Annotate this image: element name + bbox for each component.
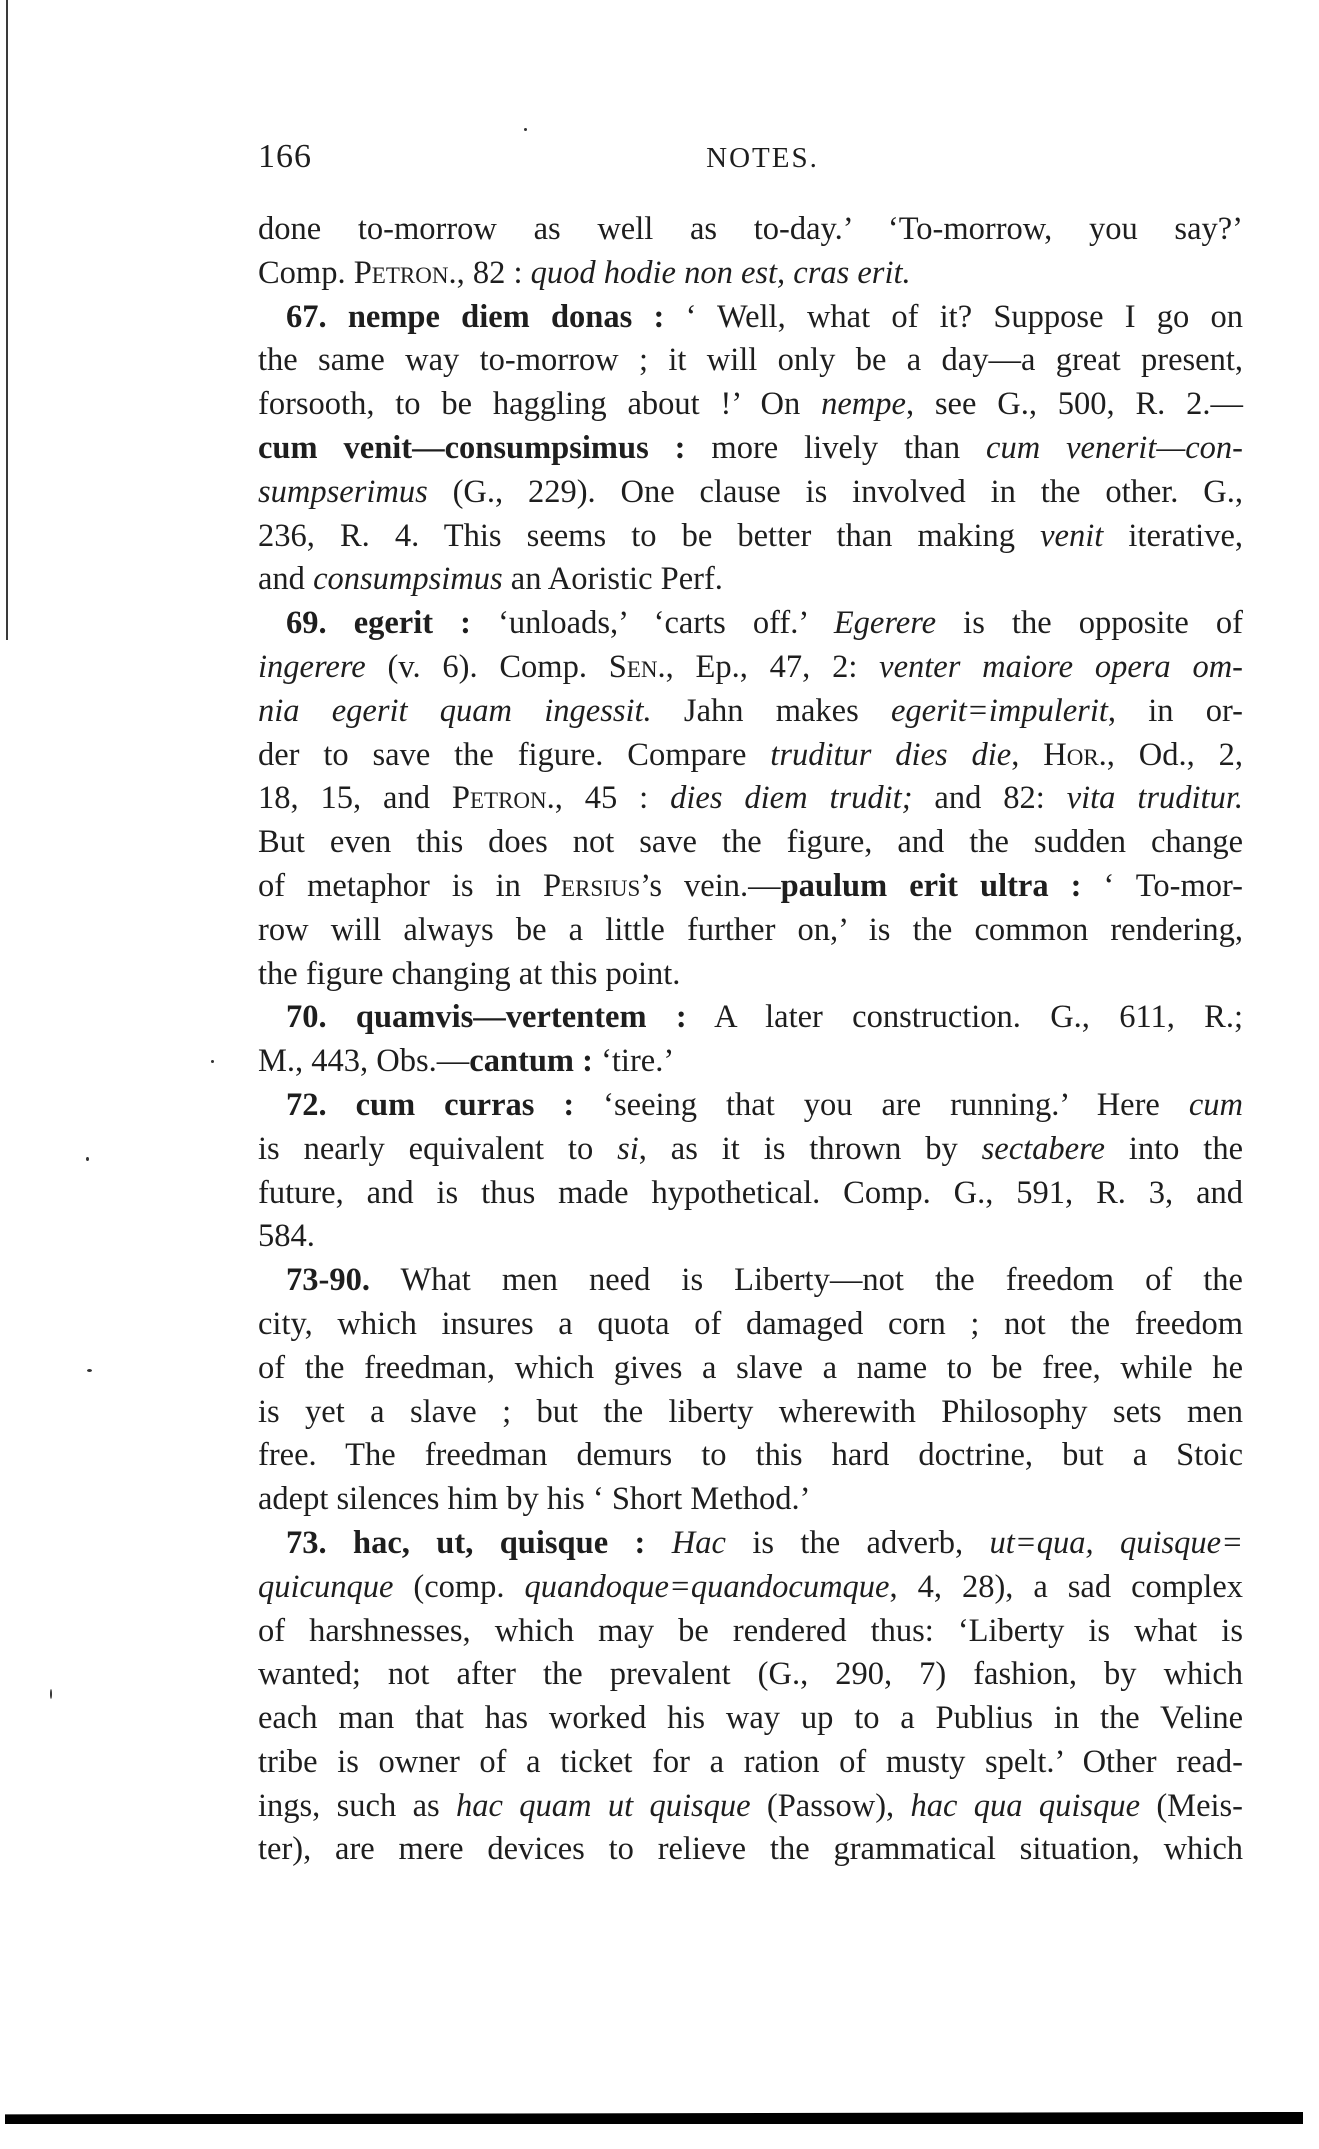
text-line: cum venit—consumpsimus : more lively than cum venerit—con-	[258, 429, 1244, 466]
note-73: 73. hac, ut, quisque : Hac is the adverb, ut=qua, quisque=	[286, 1524, 1244, 1561]
note-lemma: cum venit—consumpsimus :	[258, 429, 686, 466]
note-70: 70. quamvis—vertentem : A later construction. G., 611, R.;	[286, 999, 1244, 1036]
scan-margin-rule	[6, 0, 8, 640]
note-72: 72. cum curras : ‘seeing that you are running.’ Here cum	[286, 1086, 1243, 1123]
scan-speck	[87, 1369, 92, 1372]
text-line: forsooth, to be haggling about !’ On nempe, see G., 500, R. 2.—	[258, 386, 1244, 423]
text-line: of metaphor is in Persius’s vein.—paulum erit ultra : ‘ To-mor-	[258, 867, 1243, 904]
text-line: 18, 15, and Petron., 45 : dies diem trudit; and 82: vita truditur.	[258, 780, 1243, 817]
text-line: nia egerit quam ingessit. Jahn makes egerit=impulerit, in or-	[258, 692, 1243, 729]
note-lemma: 72. cum curras :	[286, 1086, 575, 1123]
page-header	[258, 138, 1243, 188]
text-line: der to save the figure. Compare truditur dies die, Hor., Od., 2,	[258, 736, 1243, 773]
scan-speck	[50, 1689, 52, 1699]
text-line: ter), are mere devices to relieve the grammatical situation, which	[258, 1831, 1243, 1868]
text-line: city, which insures a quota of damaged corn ; not the freedom	[258, 1305, 1243, 1342]
text-line: 584.	[258, 1218, 315, 1255]
text-line: the same way to-morrow ; it will only be a day—a great present,	[258, 342, 1243, 379]
note-67: 67. nempe diem donas : ‘ Well, what of it? Suppose I go on	[286, 298, 1244, 335]
scan-speck	[86, 1157, 89, 1161]
scan-speck	[211, 1060, 214, 1063]
note-lemma: 70. quamvis—vertentem :	[286, 999, 687, 1036]
text-line: tribe is owner of a ticket for a ration of musty spelt.’ Other read-	[258, 1743, 1243, 1780]
text-line: done to-morrow as well as to-day.’ ‘To-morrow, you say?’	[258, 211, 1243, 247]
text-line: each man that has worked his way up to a Publius in the Veline	[258, 1700, 1243, 1737]
text-line: is yet a slave ; but the liberty wherewith Philosophy sets men	[258, 1393, 1243, 1430]
note-lemma: paulum erit ultra :	[780, 867, 1082, 904]
note-lemma: 73. hac, ut, quisque :	[286, 1524, 646, 1561]
text-line: of the freedman, which gives a slave a name to be free, while he	[258, 1349, 1243, 1386]
text-line: and consumpsimus an Aoristic Perf.	[258, 561, 723, 598]
text-line: ingerere (v. 6). Comp. Sen., Ep., 47, 2: venter maiore opera om-	[258, 648, 1243, 685]
running-head: NOTES.	[706, 142, 819, 174]
note-lemma: 69. egerit :	[286, 605, 471, 642]
note-73-90: 73-90. What men need is Liberty—not the freedom of the	[286, 1262, 1243, 1299]
text-line: of harshnesses, which may be rendered thus: ‘Liberty is what is	[258, 1612, 1243, 1649]
text-line: future, and is thus made hypothetical. Comp. G., 591, R. 3, and	[258, 1174, 1243, 1211]
note-lemma: 67. nempe diem donas :	[286, 298, 665, 335]
note-lemma: cantum :	[469, 1043, 593, 1080]
text-line: 236, R. 4. This seems to be better than making venit iterative,	[258, 517, 1243, 554]
page-number: 166	[258, 138, 312, 175]
text-line: But even this does not save the figure, and the sudden change	[258, 824, 1243, 861]
text-line: row will always be a little further on,’ is the common rendering,	[258, 911, 1243, 948]
page-bottom-rule	[5, 2112, 1303, 2124]
text-line: quicunque (comp. quandoque=quandocumque, 4, 28), a sad complex	[258, 1568, 1244, 1605]
text-line: Comp. Petron., 82 : quod hodie non est, cras erit.	[258, 254, 911, 291]
text-line: ings, such as hac quam ut quisque (Passow), hac qua quisque (Meis-	[258, 1787, 1243, 1824]
note-lemma: 73-90.	[286, 1262, 370, 1299]
text-line: adept silences him by his ‘ Short Method.’	[258, 1481, 811, 1518]
text-line: is nearly equivalent to si, as it is thrown by sectabere into the	[258, 1130, 1243, 1167]
text-line: free. The freedman demurs to this hard doctrine, but a Stoic	[258, 1437, 1243, 1474]
note-69: 69. egerit : ‘unloads,’ ‘carts off.’ Egerere is the opposite of	[286, 605, 1243, 642]
text-line: M., 443, Obs.—cantum : ‘tire.’	[258, 1043, 675, 1080]
text-line: wanted; not after the prevalent (G., 290, 7) fashion, by which	[258, 1656, 1243, 1693]
text-line: sumpserimus (G., 229). One clause is involved in the other. G.,	[258, 473, 1243, 510]
text-line: the figure changing at this point.	[258, 955, 681, 992]
notes-body	[258, 208, 1243, 1872]
scan-speck	[524, 128, 527, 131]
